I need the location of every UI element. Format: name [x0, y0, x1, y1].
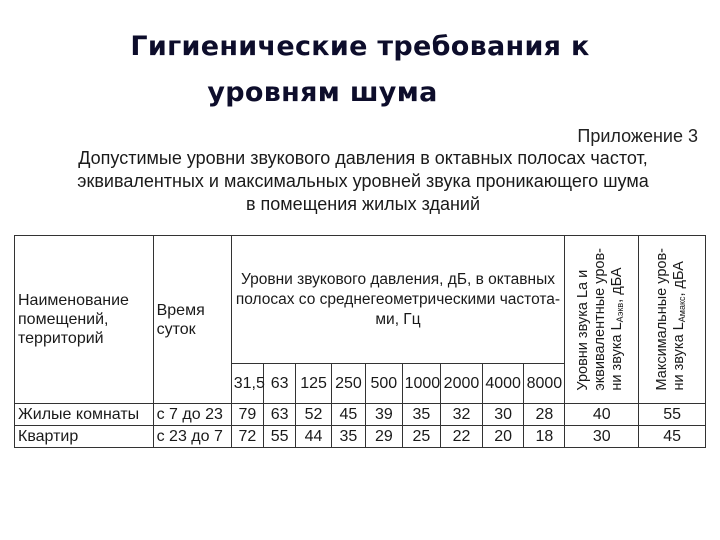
row-value: 30 — [482, 404, 524, 426]
header-equiv-line-1: Уровни звука La и — [574, 269, 591, 391]
row-value: 55 — [264, 426, 296, 448]
header-equivalent-level — [565, 236, 639, 404]
table-row — [15, 426, 706, 448]
row-value: 32 — [441, 404, 483, 426]
row-value: 45 — [331, 404, 365, 426]
frequency-cell: 63 — [264, 364, 296, 404]
row-value: 72 — [231, 426, 263, 448]
frequency-cell: 1000 — [402, 364, 441, 404]
row-value: 35 — [331, 426, 365, 448]
caption-line-3: в помещения жилых зданий — [245, 194, 481, 214]
header-equiv-line-2: эквивалентные уров- — [591, 248, 608, 391]
caption-line-2: эквивалентных и максимальных уровней звука проникающего шума — [77, 171, 649, 191]
row-value: 20 — [482, 426, 524, 448]
appendix-label: Приложение 3 — [577, 126, 698, 146]
row-time: с 23 до 7 — [153, 426, 231, 448]
row-name: Жилые комнаты — [15, 404, 154, 426]
header-max-level — [639, 236, 706, 404]
frequency-cell: 31,5 — [231, 364, 263, 404]
title-line-1: Гигиенические требования к — [130, 31, 590, 62]
header-sound-pressure: Уровни звукового давления, дБ, в октавных полосах со среднегеометрическими частота- ми, Гц — [231, 236, 565, 364]
caption-line-1: Допустимые уровни звукового давления в октавных полосах частот, — [78, 148, 648, 168]
row-max-level: 45 — [639, 426, 706, 448]
row-equiv-level: 30 — [565, 426, 639, 448]
noise-levels-table — [14, 235, 706, 448]
row-value: 28 — [524, 404, 565, 426]
row-value: 35 — [402, 404, 441, 426]
table-row — [15, 404, 706, 426]
header-time-of-day: Время суток — [153, 236, 231, 404]
title-line-2: уровням шума — [207, 77, 438, 108]
frequency-cell: 2000 — [441, 364, 483, 404]
row-value: 22 — [441, 426, 483, 448]
frequency-cell: 250 — [331, 364, 365, 404]
header-max-line-2: ни звука $L_{Амакс}$, дБА — [670, 261, 687, 391]
row-value: 25 — [402, 426, 441, 448]
frequency-cell: 125 — [296, 364, 331, 404]
row-value: 44 — [296, 426, 331, 448]
frequency-cell: 8000 — [524, 364, 565, 404]
slide-title — [0, 24, 720, 116]
header-max-line-1: Максимальные уров- — [653, 248, 670, 391]
row-value: 29 — [366, 426, 402, 448]
row-value: 79 — [231, 404, 263, 426]
row-value: 63 — [264, 404, 296, 426]
row-value: 18 — [524, 426, 565, 448]
row-name: Квартир — [15, 426, 154, 448]
header-room-name: Наименование помещений, территорий — [15, 236, 154, 404]
table-caption — [16, 147, 710, 216]
row-value: 52 — [296, 404, 331, 426]
frequency-cell: 500 — [366, 364, 402, 404]
row-time: с 7 до 23 — [153, 404, 231, 426]
row-max-level: 55 — [639, 404, 706, 426]
header-equiv-line-3: ни звука $L_{Аэкв}$, дБА — [608, 267, 625, 391]
frequency-cell: 4000 — [482, 364, 524, 404]
row-equiv-level: 40 — [565, 404, 639, 426]
row-value: 39 — [366, 404, 402, 426]
